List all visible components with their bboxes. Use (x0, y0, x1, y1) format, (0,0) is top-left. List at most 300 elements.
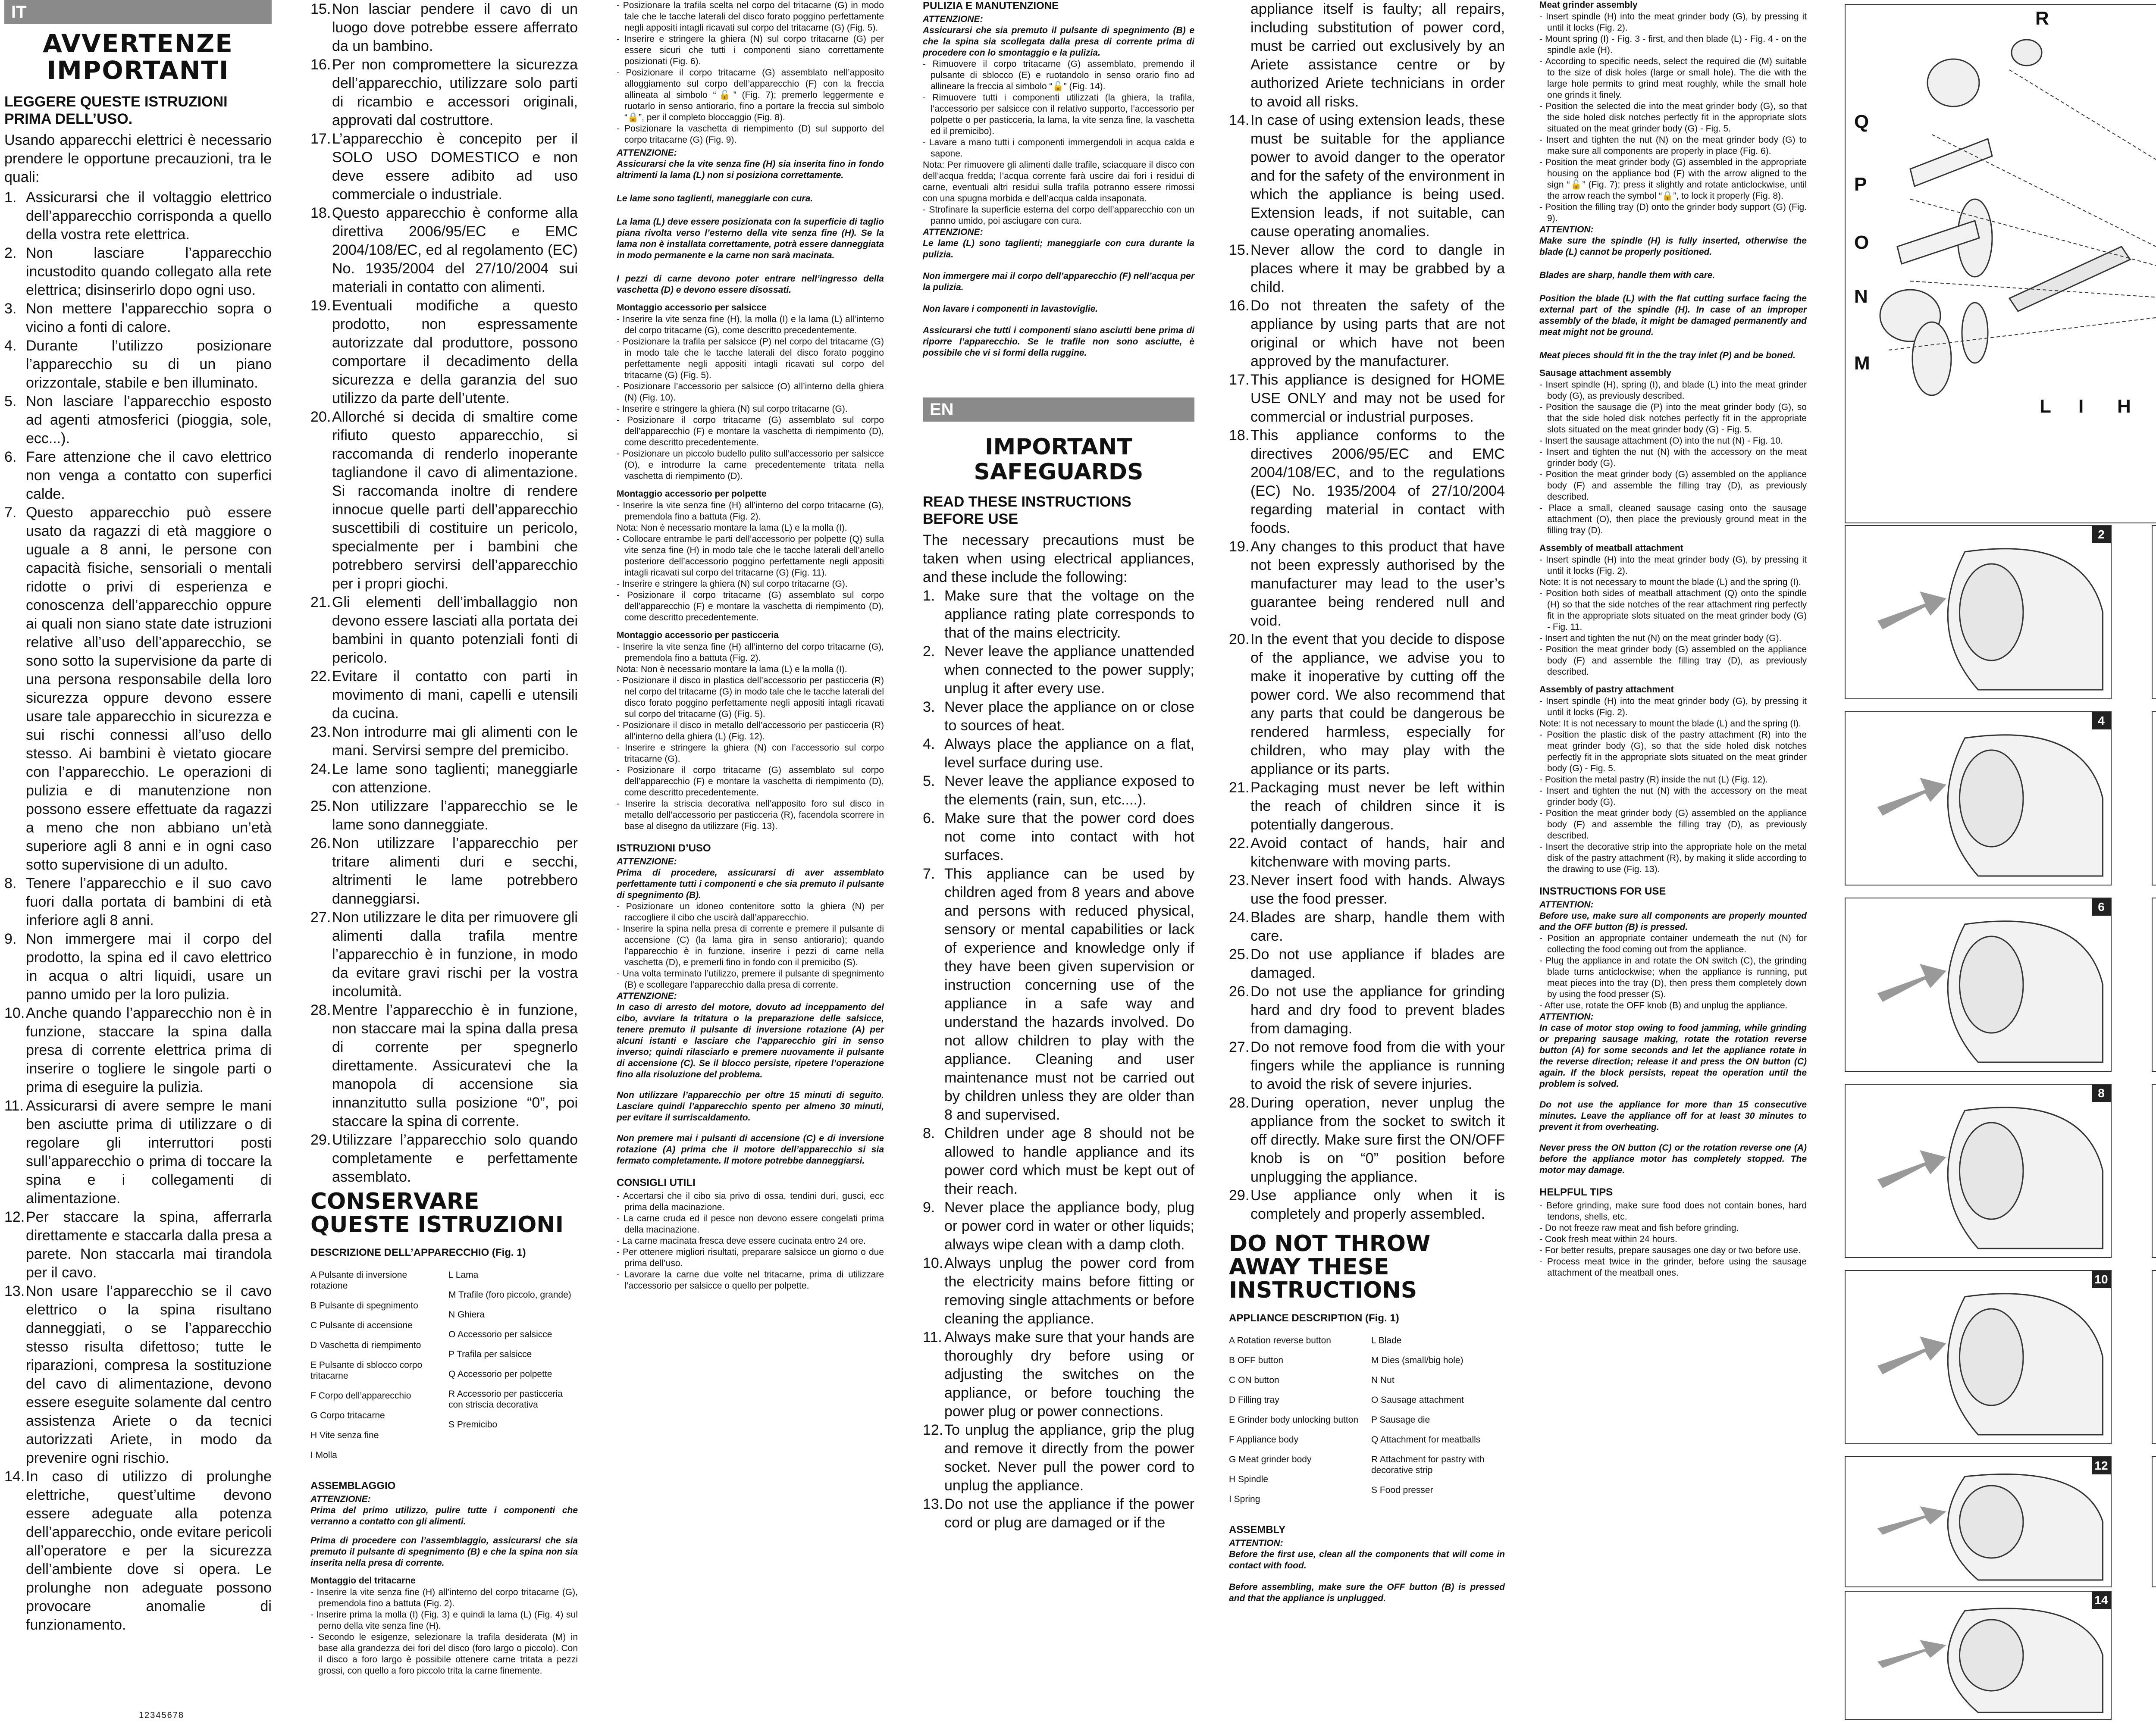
list-item (4, 874, 272, 930)
en-pastry-steps (1539, 696, 1807, 875)
list-item (1229, 982, 1505, 1038)
list-item (310, 834, 578, 908)
item-text: Tenere l’apparecchio e il suo cavo fuori dalla portata di bambini di età inferiore agli 8 anni. (26, 875, 272, 929)
item-text: This appliance conforms to the directives 2006/95/EC and EMC 2004/108/EC, and to the regulations (EC) No. 1935/2004 of 27/10/2004 regarding material in contact with foods. (1250, 427, 1505, 536)
item-number: 1. (923, 588, 935, 604)
text-line: - Position the filling tray (D) onto the grinder body support (G) (Fig. 9). (1539, 202, 1807, 223)
item-text: Do not use appliance if blades are damaged. (1250, 946, 1505, 981)
text-line: - Posizionare l’accessorio per salsicce (O) all’interno della ghiera (N) (Fig. 10). (617, 382, 884, 403)
it-use-att2-text: In caso di arresto del motore, dovuto ad inceppamento del cibo, avviare la tritatura o la preparazione delle salsicce, tenere premuto il pulsante di inversione rotazione (A) per alcuni istanti e lasciare che l’apparecchio giri in senso inverso; quindi rilasciarlo e premere nuovamente il pulsante di accensione (C). Se il blocco persiste, ripetere l’operazione fino alla risoluzione del problema. (617, 1002, 884, 1079)
it-clean-title: PULIZIA E MANUTENZIONE (923, 0, 1059, 12)
en-meat-title: Meat grinder assembly (1539, 0, 1638, 10)
item-text: In case of using extension leads, these must be suitable for the appliance power to avoid danger to the operator and for the safety of the environment in which the appliance is being used. Extension leads, if not suitable, can cause operating anomalies. (1250, 112, 1505, 240)
it-use-inversion: Non premere mai i pulsanti di accensione (C) e di inversione rotazione (A) prima che il motore dell’apparecchio si sia fermato completamente. Il motore potrebbe danneggiarsi. (617, 1133, 884, 1166)
text-line: - Posizionare la trafila per salsicce (P) nel corpo del tritacarne (G) in modo tale che le tacche laterali del disco forato poggino perfettamente negli appositi intagli ricavati sul corpo del tritacarne (G) (Fig. 5). (617, 337, 884, 380)
en-meat-steps (1539, 11, 1807, 224)
list-item (1229, 834, 1505, 871)
it-warnings-list-a (4, 188, 272, 1634)
it-read-heading: LEGGERE QUESTE ISTRUZIONI PRIMA DELL’USO. (4, 94, 228, 127)
figure-drawing (1846, 1592, 2111, 1719)
text-line: - Inserire e stringere la ghiera (N) sul corpo tritacarne (G) per essere sicuri che tutti i componenti siano correttamente posizionati (Fig. 6). (617, 34, 884, 66)
en-use-15min: Do not use the appliance for more than 15 consecutive minutes. Leave the appliance off for at least 30 minutes to prevent it from overheating. (1539, 1100, 1807, 1132)
item-number: 18. (310, 205, 331, 221)
figure-illustration (1845, 1084, 2112, 1258)
figure-illustration (1845, 711, 2112, 885)
fig1-label: N (1854, 286, 1868, 307)
text-line: B OFF button (1229, 1355, 1284, 1365)
item-number: 26. (1229, 983, 1250, 1000)
list-item (923, 809, 1194, 865)
col-en-6 (1539, 0, 1807, 1279)
item-number: 10. (4, 1005, 25, 1021)
text-line: - For better results, prepare sausages one day or two before use. (1539, 1245, 1801, 1255)
text-line: L Lama (448, 1270, 479, 1280)
figure-drawing (1846, 1457, 2111, 1586)
figure-illustration (2152, 898, 2156, 1072)
item-text: Non usare l’apparecchio se il cavo elettrico o la spina risultano danneggiati, o se l’apparecchio stesso risulta difettoso; tutte le riparazioni, compresa la sostituzione del cavo di alimentazione, devono essere eseguite solamente dal centro assistenza Ariete o da tecnici autorizzati Ariete, in modo da prevenire ogni rischio. (26, 1283, 272, 1466)
grinder-ring (1959, 1123, 2023, 1219)
list-item (1229, 871, 1505, 908)
it-dry-note: Assicurarsi che tutti i componenti siano asciutti bene prima di riporre l’apparecchio. Se le trafile non sono asciutte, è possibile che vi si formi della ruggine. (923, 325, 1194, 358)
text-line: - Inserire la vite senza fine (H) all’interno del corpo tritacarne (G), premendola fino a battuta (Fig. 2). (617, 642, 884, 663)
text-line: - Position the sausage die (P) into the meat grinder body (G), so that the side holed disk notches perfectly fit in the appropriate slots situated on the meat grinder body (G) - Fig. 5. (1539, 402, 1807, 435)
item-number: 17. (310, 131, 331, 147)
it-assembly-p1: Prima del primo utilizzo, pulire tutte i componenti che verranno a contatto con gli alimenti. (310, 1505, 578, 1527)
en-blade-position: Position the blade (L) with the flat cutting surface facing the external part of the spindle (H). In case of an improper assembly of the blade, it might be damaged permanently and meat might not be ground. (1539, 294, 1807, 337)
text-line: - Posizionare il disco in metallo dell’accessorio per pasticceria (R) all’interno della ghiera (L) (Fig. 12). (617, 720, 884, 742)
text-line: - Position both sides of meatball attachment (Q) onto the spindle (H) so that the side notches of the rear attachment ring perfectly fit in the appropriate slots situated on the meat grinder body (G) - Fig. 11. (1539, 588, 1807, 632)
figure-number: 12 (2092, 1457, 2111, 1474)
item-number: 13. (4, 1283, 25, 1299)
text-line: - Insert and tighten the nut (N) with the accessory on the meat grinder body (G). (1539, 447, 1807, 468)
en-meatball-title: Assembly of meatball attachment (1539, 543, 1683, 553)
text-line: - Position the plastic disk of the pastry attachment (R) into the meat grinder body (G), so that the side holed disk notches perfectly fit in the appropriate slots situated on the meat grinder body (G) - Fig. 5. (1539, 730, 1807, 773)
item-number: 5. (923, 773, 935, 789)
text-line: - Do not freeze raw meat and fish before grinding. (1539, 1223, 1739, 1233)
col-it-2 (310, 0, 578, 1677)
list-item (310, 797, 578, 834)
col-it-3 (617, 0, 884, 1292)
item-text: Le lame sono taglienti; maneggiarle con attenzione. (332, 761, 578, 796)
item-text: Durante l’utilizzo posizionare l’apparecchio su di un piano orizzontale, stabile e ben illuminato. (26, 338, 272, 391)
item-number: 8. (4, 875, 17, 892)
item-text: Utilizzare l’apparecchio solo quando completamente e perfettamente assemblato. (332, 1132, 578, 1185)
text-line: - Inserire e stringere la ghiera (N) sul corpo tritacarne (G). (617, 579, 848, 589)
list-item (310, 56, 578, 130)
en-desc-grid (1229, 1326, 1505, 1514)
en-use-inversion: Never press the ON button (C) or the rotation reverse one (A) before the appliance motor has completely stopped. The motor may damage. (1539, 1143, 1807, 1175)
it-sausage-title: Montaggio accessorio per salsicce (617, 303, 767, 313)
item-text: Non utilizzare le dita per rimuovere gli alimenti dalla trafila mentre l’apparecchio è in funzione, in modo da evitare gravi rischi per la vostra incolumità. (332, 909, 578, 1000)
figure-drawing (2153, 898, 2156, 1071)
en-use-steps (1539, 933, 1807, 1011)
text-line: Note: It is not necessary to mount the blade (L) and the spring (I). (1539, 719, 1801, 729)
grinder-ring (1959, 1620, 2023, 1691)
en-read-heading: READ THESE INSTRUCTIONS BEFORE USE (923, 494, 1131, 527)
text-line: - Insert and tighten the nut (N) on the meat grinder body (G). (1539, 633, 1782, 643)
item-number: 18. (1229, 427, 1250, 444)
text-line: - Posizionare il corpo tritacarne (G) assemblato sul corpo dell’apparecchio (F) e montare la vaschetta di riempimento (D), come descritto precedentemente. (617, 415, 884, 447)
item-number: 16. (1229, 297, 1250, 314)
direction-arrow-icon (1877, 1640, 1946, 1668)
text-line: - Insert the sausage attachment (O) into the nut (N) - Fig. 10. (1539, 436, 1783, 446)
list-item (1229, 538, 1505, 630)
figure-number: 6 (2092, 898, 2111, 916)
item-number: 10. (923, 1255, 943, 1271)
it-mount-steps (310, 1587, 578, 1677)
item-text: Do not remove food from die with your fingers while the appliance is running to avoid the risk of severe injuries. (1250, 1039, 1505, 1092)
text-line: A Rotation reverse button (1229, 1336, 1331, 1345)
list-item (1229, 1186, 1505, 1223)
item-text: Gli elementi dell’imballaggio non devono essere lasciati alla portata dei bambini in quanto potenziali fonti di pericolo. (332, 594, 578, 666)
it-clean-att: ATTENZIONE: (923, 14, 983, 24)
item-text: Non lasciare l’apparecchio esposto ad agenti atmosferici (pioggia, sole, ecc...). (26, 393, 272, 447)
en-desc-right (1371, 1326, 1505, 1514)
it-grinder-steps (617, 0, 884, 146)
item-text: Make sure that the voltage on the appliance rating plate corresponds to that of the mains electricity. (944, 588, 1194, 641)
it-clean-att2: ATTENZIONE: (923, 227, 983, 237)
list-item (4, 300, 272, 337)
text-line: S Food presser (1371, 1485, 1433, 1495)
text-line: - Posizionare un idoneo contenitore sotto la ghiera (N) per raccogliere il cibo che uscirà dall’apparecchio. (617, 901, 884, 923)
fig1-label: H (2117, 396, 2131, 417)
text-line: D Vaschetta di riempimento (310, 1340, 421, 1350)
list-item (1229, 1094, 1505, 1186)
item-number: 28. (310, 1002, 331, 1018)
list-item (4, 244, 272, 300)
item-text: Packaging must never be left within the reach of children since it is potentially dangerous. (1250, 779, 1505, 833)
item-text: Per non compromettere la sicurezza dell’apparecchio, utilizzare solo parti di ricambio e accessori originali, approvati dal costruttore. (332, 56, 578, 128)
text-line: B Pulsante di spegnimento (310, 1301, 418, 1311)
it-assembly-title: ASSEMBLAGGIO (310, 1480, 396, 1492)
list-item (923, 735, 1194, 772)
list-item (4, 337, 272, 392)
item-text: In the event that you decide to dispose of the appliance, we advise you to make it inoperative by cutting off the power cord. We also recommend that any parts that could be dangerous be rendered harmless, especially for children, who may play with the appliance or its parts. (1250, 631, 1505, 777)
item-text: Non introdurre mai gli alimenti con le mani. Servirsi sempre del premicibo. (332, 724, 578, 759)
text-line: - Rimuovere tutti i componenti utilizzati (la ghiera, la trafila, l’accessorio per salsicce con il relativo supporto, l’accessorio per polpette o per pasticceria, la lama, la vite senza fine, la vaschetta ed il premicibo). (923, 93, 1194, 136)
en-safeguards-list-b (1229, 111, 1505, 1223)
item-number: 28. (1229, 1095, 1250, 1111)
item-number: 7. (4, 504, 17, 521)
item-text: Fare attenzione che il cavo elettrico non venga a contatto con superfici calde. (26, 449, 272, 502)
en-blades-warning: Blades are sharp, handle them with care. (1539, 270, 1715, 280)
en-assembly-title: ASSEMBLY (1229, 1524, 1286, 1536)
it-meatball-title: Montaggio accessorio per polpette (617, 489, 767, 499)
text-line: - Lavare a mano tutti i componenti immergendoli in acqua calda e sapone. (923, 138, 1194, 159)
it-tips-title: CONSIGLI UTILI (617, 1177, 696, 1189)
text-line: D Filling tray (1229, 1395, 1279, 1405)
figure-number: 14 (2092, 1592, 2111, 1609)
it-desc-title: DESCRIZIONE DELL’APPARECCHIO (Fig. 1) (310, 1247, 526, 1258)
grinder-ring (1959, 564, 2023, 660)
figure-illustration (1845, 1456, 2112, 1587)
item-text: Do not threaten the safety of the appliance by using parts that are not original or which have not been approved by the manufacturer. (1250, 297, 1505, 369)
grinder-ring (1959, 1486, 2023, 1558)
list-item (923, 772, 1194, 809)
it-assembly-p2: Prima di procedere con l’assemblaggio, assicurarsi che sia premuto il pulsante di spegnimento (B) e che la spina non sia inserita nella presa di corrente. (310, 1536, 578, 1568)
product-code: 12345678 (139, 1711, 184, 1720)
text-line: Note: It is not necessary to mount the blade (L) and the spring (I). (1539, 577, 1801, 587)
item-text: Never leave the appliance unattended when connected to the power supply; unplug it after every use. (944, 643, 1194, 697)
text-line: - Inserire la vite senza fine (H) all’interno del corpo tritacarne (G), premendola fino a battuta (Fig. 2). (617, 501, 884, 522)
list-item (1229, 945, 1505, 982)
item-text: Questo apparecchio può essere usato da ragazzi di età maggiore o uguale a 8 anni, le persone con capacità fisiche, sensoriali o mentali ridotte o privi di esperienza e conoscenza dell’apparecchio oppure ai quali non siano state date istruzioni relative all’uso dell’apparecchio, se sono sotto la supervisione da parte di una persona responsabile della loro sicurezza oppure devono essere usare tale apparecchio in sicurezza e sui rischi connessi all’uso dello stesso. Ai bambini è vietato giocare con l’apparecchio. Le operazioni di pulizia e di manutenzione non possono essere effettuate da ragazzi a meno che non abbiano un’età superiore agli 8 anni e in ogni caso sotto supervisione di un adulto. (26, 504, 272, 873)
list-item (923, 1328, 1194, 1421)
item-text: Eventuali modifiche a questo prodotto, non espressamente autorizzate dal produttore, possono comportare il decadimento della sicurezza e della garanzia del suo utilizzo da parte dell’utente. (332, 297, 578, 407)
text-line: - Insert and tighten the nut (N) on the meat grinder body (G) to make sure all components are properly in place (Fig. 6). (1539, 135, 1807, 156)
item-number: 11. (4, 1098, 24, 1114)
text-line: N Nut (1371, 1375, 1395, 1385)
figure-illustration (2152, 711, 2156, 885)
en-use-att2: ATTENTION: (1539, 1012, 1594, 1022)
text-line: - Position the meat grinder body (G) assembled on the appliance body (F) and assemble the filling tray (D), as previously described. (1539, 645, 1807, 677)
item-number: 3. (4, 300, 17, 317)
en-keep-title: DO NOT THROW AWAY THESE INSTRUCTIONS (1229, 1231, 1431, 1303)
item-number: 1. (4, 189, 17, 206)
text-line: - Place a small, cleaned sausage casing onto the sausage attachment (O), then place the previously ground meat in the filling tray (D). (1539, 503, 1807, 535)
list-item (923, 642, 1194, 698)
text-line: I Molla (310, 1450, 337, 1460)
figure-drawing (1846, 1271, 2111, 1443)
it-use-title: ISTRUZIONI D’USO (617, 842, 711, 854)
item-text: L’apparecchio è concepito per il SOLO USO DOMESTICO e non deve essere adibito ad uso commerciale o industriale. (332, 131, 578, 203)
figure-drawing (2153, 1085, 2156, 1257)
text-line: - La carne cruda ed il pesce non devono essere congelati prima della macinazione. (617, 1214, 884, 1235)
item-text: Never insert food with hands. Always use the food presser. (1250, 872, 1505, 907)
en-main-title: IMPORTANT SAFEGUARDS (974, 434, 1144, 485)
it-desc-right (448, 1261, 578, 1470)
item-number: 14. (4, 1468, 25, 1485)
it-use-steps (617, 901, 884, 991)
fig1-label: L (2040, 396, 2051, 417)
list-item (923, 1421, 1194, 1495)
text-line: - Insert spindle (H) into the meat grinder body (G), by pressing it until it locks (Fig. 2). (1539, 555, 1807, 576)
list-item (310, 908, 578, 1001)
list-item (4, 1208, 272, 1282)
text-line: L Blade (1371, 1336, 1402, 1345)
text-line: - Posizionare la vaschetta di riempimento (D) sul supporto del corpo tritacarne (G) (Fig. 9). (617, 124, 884, 145)
en-desc-left (1229, 1326, 1363, 1514)
it-blade-position: La lama (L) deve essere posizionata con la superficie di taglio piana rivolta verso l’esterno della vite senza fine (H). Se la lama non è installata correttamente, potrà essere danneggiata in modo permanente e la carne non sarà macinata. (617, 217, 884, 260)
item-text: Per staccare la spina, afferrarla direttamente e staccarla dalla presa a parete. Non staccarla mai tirandola per il cavo. (26, 1209, 272, 1281)
it-no-immerse: Non immergere mai il corpo dell’apparecchio (F) nell’acqua per la pulizia. (923, 271, 1194, 292)
figure-number: 10 (2092, 1271, 2111, 1288)
text-line: - Insert the decorative strip into the appropriate hole on the metal disk of the pastry attachment (R), by making it slide according to the drawing to use (Fig. 13). (1539, 842, 1807, 874)
text-line: - Inserire e stringere la ghiera (N) con l’accessorio sul corpo tritacarne (G). (617, 743, 884, 764)
item-number: 8. (923, 1125, 935, 1142)
item-text: Children under age 8 should not be allowed to handle appliance and its power cord which must be kept out of their reach. (944, 1125, 1194, 1197)
list-item (1229, 630, 1505, 779)
figure-drawing (1846, 898, 2111, 1071)
it-clean-att-text: Assicurarsi che sia premuto il pulsante di spegnimento (B) e che la spina sia scollegata dalla presa di corrente prima di procedere con lo smontaggio e la pulizia. (923, 25, 1194, 58)
en-tips-title: HELPFUL TIPS (1539, 1186, 1613, 1198)
item-number: 25. (310, 798, 331, 814)
text-line: - Inserire la spina nella presa di corrente e premere il pulsante di accensione (C) (la lama gira in senso antiorario); quando l’apparecchio è in funzione, inserire i pezzi di carne nella vaschetta (D), e premerli fino in fondo con il premicibo (S). (617, 924, 884, 967)
item-text: Questo apparecchio è conforme alla direttiva 2006/95/EC e EMC 2004/108/EC, ed al regolamento (EC) No. 1935/2004 del 27/10/2004 sui materiali in contatto con alimenti. (332, 205, 578, 295)
en-assembly-p1: Before the first use, clean all the components that will come in contact with food. (1229, 1549, 1505, 1571)
item-text: Non lasciare l’apparecchio incustodito quando collegato alla rete elettrica; disinserirlo dopo ogni uso. (26, 245, 272, 298)
list-item (4, 1097, 272, 1208)
text-line: I Spring (1229, 1494, 1260, 1504)
text-line: - Mount spring (I) - Fig. 3 - first, and then blade (L) - Fig. 4 - on the spindle axle (H). (1539, 34, 1807, 55)
en-item13-cont: appliance itself is faulty; all repairs, including substitution of power cord, must be carried out exclusively by an Ariete assistance centre or by authorized Ariete technicians in order to avoid all risks. (1250, 1, 1505, 110)
text-line: - La carne macinata fresca deve essere cucinata entro 24 ore. (617, 1236, 866, 1246)
item-text: Non mettere l’apparecchio sopra o vicino a fonti di calore. (26, 300, 272, 335)
text-line: - Inserire la striscia decorativa nell’apposito foro sul disco in metallo dell’accessorio per pasticceria (R), facendola scorrere in base al disegno da utilizzare (Fig. 13). (617, 799, 884, 831)
list-item (4, 188, 272, 244)
list-item (310, 0, 578, 56)
en-use-title: INSTRUCTIONS FOR USE (1539, 885, 1666, 897)
text-line: - Inserire prima la molla (I) (Fig. 3) e quindi la lama (L) (Fig. 4) sul perno della vite senza fine (H). (310, 1610, 578, 1631)
en-sausage-steps (1539, 379, 1807, 536)
list-item (923, 698, 1194, 735)
text-line: N Ghiera (448, 1310, 485, 1320)
text-line: M Dies (small/big hole) (1371, 1355, 1463, 1365)
text-line: Nota: Non è necessario montare la lama (L) e la molla (I). (617, 523, 847, 533)
text-line: G Corpo tritacarne (310, 1411, 385, 1421)
figure-drawing (2153, 526, 2156, 698)
text-line: - Inserire la vite senza fine (H), la molla (I) e la lama (L) all’interno del corpo tritacarne (G), come descritto precedentemente. (617, 314, 884, 335)
item-text: Never leave the appliance exposed to the elements (rain, sun, etc....). (944, 773, 1194, 808)
figure-drawing (1846, 526, 2111, 698)
text-line: Q Attachment for meatballs (1371, 1435, 1481, 1445)
en-safeguards-list-a (923, 587, 1194, 1532)
item-number: 21. (1229, 779, 1250, 796)
it-att1: ATTENZIONE: (617, 148, 677, 158)
item-number: 6. (4, 449, 17, 465)
grinder-ring (1959, 750, 2023, 847)
figure-illustration (2152, 525, 2156, 699)
list-item (923, 1254, 1194, 1328)
text-line: R Accessorio per pasticceria con striscia decorativa (448, 1389, 563, 1410)
fig1-label: P (1854, 174, 1867, 195)
text-line: - Secondo le esigenze, selezionare la trafila desiderata (M) in base alla grandezza dei fori del disco (foro largo o piccolo). Con il disco a foro largo è possibile ottenere carne tritata a pezzi grossi, con quello a foro piccolo trita la carne finemente. (310, 1632, 578, 1676)
item-text: Never place the appliance body, plug or power cord in water or other liquids; always wipe clean with a damp cloth. (944, 1199, 1194, 1253)
text-line: - Posizionare il corpo tritacarne (G) assemblato nell’apposito alloggiamento sul corpo dell’apparecchio (F) con la freccia allineata al simbolo “🔓” (Fig. 7); premerlo leggermente e ruotarlo in senso antiorario, fino a portare la freccia sul simbolo “🔒”, per il completo bloccaggio (Fig. 8). (617, 68, 884, 122)
en-att: ATTENTION: (1539, 225, 1594, 235)
item-number: 7. (923, 866, 935, 882)
item-number: 22. (310, 668, 331, 685)
text-line: H Spindle (1229, 1474, 1269, 1484)
it-assembly-att: ATTENZIONE: (310, 1494, 371, 1504)
fig1-label: R (2035, 8, 2049, 29)
text-line: O Sausage attachment (1371, 1395, 1464, 1405)
text-line: F Corpo dell’apparecchio (310, 1391, 411, 1401)
text-line: - Cook fresh meat within 24 hours. (1539, 1234, 1677, 1244)
it-pastry-steps (617, 641, 884, 832)
figure-drawing (1846, 1085, 2111, 1257)
en-use-att: ATTENTION: (1539, 900, 1594, 910)
item-number: 12. (923, 1422, 943, 1438)
text-line: - Accertarsi che il cibo sia privo di ossa, tendini duri, gusci, ecc prima della macinazione. (617, 1191, 884, 1212)
item-text: Blades are sharp, handle them with care. (1250, 909, 1505, 944)
col-en-5 (1229, 0, 1505, 1604)
list-item (1229, 779, 1505, 834)
list-item (923, 1198, 1194, 1254)
list-item (1229, 426, 1505, 538)
list-item (310, 130, 578, 204)
grinder-ring (1959, 936, 2023, 1033)
text-line: C Pulsante di accensione (310, 1320, 413, 1330)
text-line: Q Accessorio per polpette (448, 1369, 552, 1379)
text-line: - Process meat twice in the grinder, before using the sausage attachment of the meatball ones. (1539, 1257, 1807, 1278)
text-line: - Insert spindle (H), spring (I), and blade (L) into the meat grinder body (G), as previously described. (1539, 380, 1807, 401)
item-number: 4. (923, 736, 935, 752)
item-text: Anche quando l’apparecchio non è in funzione, staccare la spina dalla presa di corrente elettrica prima di inserire o togliere le singole parti o prima di eseguire la pulizia. (26, 1005, 272, 1095)
list-item (4, 1467, 272, 1634)
lang-tag-en: EN (923, 397, 1194, 422)
list-item (310, 667, 578, 723)
figure-drawing (2153, 1271, 2156, 1443)
text-line: - Posizionare la trafila scelta nel corpo del tritacarne (G) in modo tale che le tacche laterali del disco forato poggino perfettamente negli appositi intagli ricavati sul corpo del tritacarne (G) (Fig. 5). (617, 0, 884, 33)
item-number: 21. (310, 594, 331, 610)
fig1-label: Q (1854, 111, 1869, 132)
figure-number: 2 (2092, 526, 2111, 543)
direction-arrow-icon (1877, 1506, 1946, 1535)
text-line: R Attachment for pastry with decorative strip (1371, 1455, 1485, 1475)
item-number: 9. (923, 1199, 935, 1216)
list-item (1229, 1038, 1505, 1094)
item-number: 20. (310, 409, 331, 425)
item-text: Non lasciar pendere il cavo di un luogo dove potrebbe essere afferrato da un bambino. (332, 1, 578, 54)
list-item (1229, 908, 1505, 945)
item-text: Always place the appliance on a flat, level surface during use. (944, 736, 1194, 771)
it-use-15min: Non utilizzare l’apparecchio per oltre 15 minuti di seguito. Lasciare quindi l’apparecchio spento per almeno 30 minuti, per evitare il surriscaldamento. (617, 1090, 884, 1123)
text-line: - Una volta terminato l’utilizzo, premere il pulsante di spegnimento (B) e scollegare l’apparecchio dalla presa di corrente. (617, 969, 884, 990)
list-item (310, 593, 578, 667)
text-line: - Position the meat grinder body (G) assembled in the appropriate housing on the appliance bod (F) with the arrow aligned to the sign “🔓” (Fig. 7); press it slightly and rotate anticlockwise, until the arrow reach the symbol “🔒”, to lock it properly (Fig. 8). (1539, 157, 1807, 201)
text-line: - Before grinding, make sure food does not contain bones, hard tendons, shells, etc. (1539, 1201, 1807, 1222)
list-item (4, 504, 272, 874)
item-number: 2. (923, 643, 935, 660)
text-line: F Appliance body (1229, 1435, 1299, 1445)
en-meatball-steps (1539, 554, 1807, 678)
figure-number: 8 (2092, 1085, 2111, 1102)
list-item (4, 930, 272, 1004)
en-desc-title: APPLIANCE DESCRIPTION (Fig. 1) (1229, 1312, 1399, 1324)
item-number: 27. (1229, 1039, 1250, 1055)
figure-illustration (2152, 1270, 2156, 1444)
text-line: - Lavorare la carne due volte nel tritacarne, prima di utilizzare l’accessorio per salsicce o quello per polpette. (617, 1270, 884, 1291)
figure-drawing (2153, 1457, 2156, 1586)
figure-number: 4 (2092, 712, 2111, 729)
item-number: 22. (1229, 835, 1250, 851)
item-text: Non utilizzare l’apparecchio per tritare alimenti duri e secchi, altrimenti le lame potrebbero danneggiarsi. (332, 835, 578, 907)
en-intro: The necessary precautions must be taken when using electrical appliances, and these include the following: (923, 532, 1194, 585)
item-number: 19. (1229, 538, 1250, 555)
col-it-en-4 (923, 0, 1194, 1532)
figure-1-exploded-view (1845, 4, 2156, 523)
text-line: A Pulsante di inversione rotazione (310, 1270, 407, 1291)
it-clean-note: Nota: Per rimuovere gli alimenti dalle trafile, sciacquare il disco con dell’acqua fredda; l’acqua corrente farà uscire dai fori i residui di carne, eventuali altri residui sulla trafila potranno essere rimossi con una spugna morbida e dell’acqua calda insaponata. (923, 160, 1194, 203)
figure-illustration (1845, 525, 2112, 699)
en-use-att-text: Before use, make sure all components are properly mounted and the OFF button (B) is pressed. (1539, 911, 1807, 932)
list-item (310, 723, 578, 760)
en-use-att2-text: In case of motor stop owing to food jamming, while grinding or preparing sausage making, rotate the rotation reverse button (A) for some seconds and let the appliance rotate in the reverse direction; release it and press the ON button (C) again. If the block persists, repeat the operation until the problem is solved. (1539, 1023, 1807, 1089)
text-line: - Position the meat grinder body (G) assembled on the appliance body (F) and assemble the filling tray (D), as previously described. (1539, 469, 1807, 502)
list-item (923, 1124, 1194, 1198)
item-text: Never allow the cord to dangle in places where it may be grabbed by a child. (1250, 242, 1505, 295)
list-item (310, 1001, 578, 1131)
item-number: 24. (310, 761, 331, 777)
it-main-title: AVVERTENZE IMPORTANTI (43, 29, 233, 85)
text-line: - Posizionare il corpo tritacarne (G) assemblato sul corpo dell’apparecchio (F) e montare la vaschetta di riempimento (D), come descritto precedentemente. (617, 765, 884, 798)
text-line: - Posizionare il disco in plastica dell’accessorio per pasticceria (R) nel corpo del tritacarne (G) in modo tale che le tacche laterali del disco forato poggino perfettamente negli appositi intagli ricavati sul corpo del tritacarne (G) (Fig. 5). (617, 676, 884, 719)
item-text: Do not use the appliance for grinding hard and dry food to prevent blades from damaging. (1250, 983, 1505, 1037)
en-meat-pieces: Meat pieces should fit in the the tray inlet (P) and be boned. (1539, 350, 1796, 360)
list-item (310, 408, 578, 593)
list-item (923, 865, 1194, 1124)
